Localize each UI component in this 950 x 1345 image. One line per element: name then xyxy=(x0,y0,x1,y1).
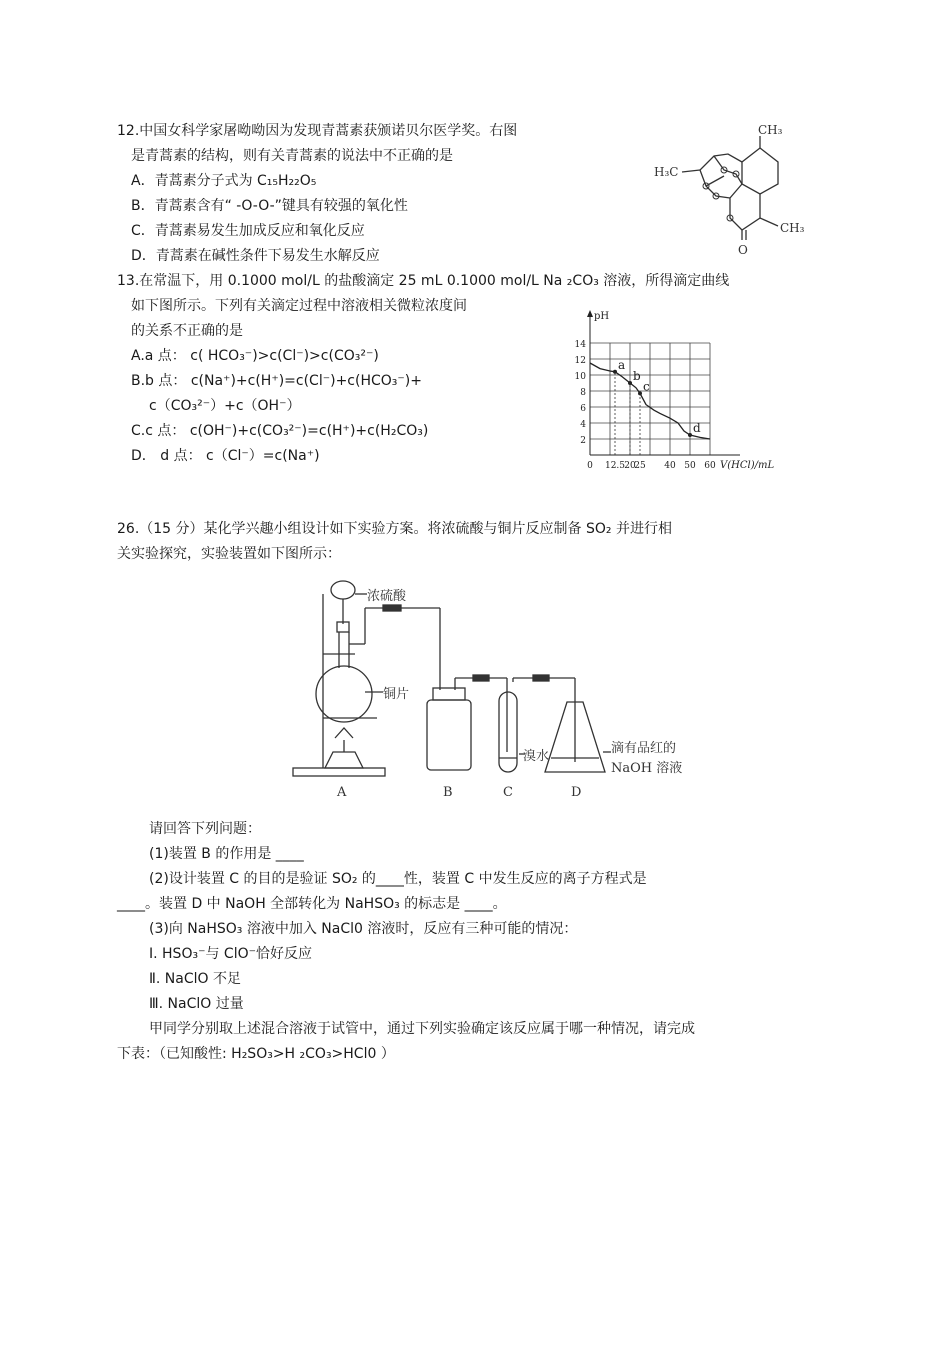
titration-chart xyxy=(560,305,785,495)
x-tick-label: 0 xyxy=(587,461,593,471)
q26-part1: (1)装置 B 的作用是 ____ xyxy=(149,846,304,862)
ch3-right-label: CH₃ xyxy=(780,221,805,235)
q26-stem-line1: 26.（15 分）某化学兴趣小组设计如下实验方案。将浓硫酸与铜片反应制备 SO₂ 并进行相 xyxy=(117,521,672,537)
q26-case-2: Ⅱ. NaClO 不足 xyxy=(149,971,241,987)
q13-option-a: A.a 点： c( HCO₃⁻)>c(Cl⁻)>c(CO₃²⁻) xyxy=(131,348,379,364)
q12-stem-line1: 12.中国女科学家屠呦呦因为发现青蒿素获颁诺贝尔医学奖。右图 xyxy=(117,123,518,139)
y-tick-label: 10 xyxy=(574,372,586,382)
q26-part4-line1: 甲同学分别取上述混合溶液于试管中，通过下列实验确定该反应属于哪一种情况，请完成 xyxy=(149,1021,695,1037)
q12-option-c: C．青蒿素易发生加成反应和氧化反应 xyxy=(131,223,365,239)
point-d xyxy=(688,433,692,437)
q12-stem-line2: 是青蒿素的结构，则有关青蒿素的说法中不正确的是 xyxy=(131,148,453,164)
q13-stem-line1: 13.在常温下，用 0.1000 mol/L 的盐酸滴定 25 mL 0.1000 mol/L Na ₂CO₃ 溶液，所得滴定曲线 xyxy=(117,273,730,289)
label-naoh-line2: NaOH 溶液 xyxy=(611,761,683,776)
carbonyl-o-label: O xyxy=(738,243,748,257)
y-tick-label: 14 xyxy=(574,340,586,350)
q26-ask: 请回答下列问题： xyxy=(149,821,261,837)
q26-part4-line2: 下表：（已知酸性: H₂SO₃>H ₂CO₃>HCl0 ） xyxy=(117,1046,395,1062)
label-acid: 浓硫酸 xyxy=(367,589,407,604)
x-tick-label: 40 xyxy=(664,461,676,471)
point-c xyxy=(638,391,642,395)
label-copper: 铜片 xyxy=(383,687,410,702)
x-axis-label: V(HCl)/mL xyxy=(720,460,775,471)
artemisinin-structure xyxy=(650,118,820,260)
y-axis-arrow xyxy=(587,310,593,317)
label-a: A xyxy=(337,785,347,800)
y-tick-label: 6 xyxy=(580,404,586,414)
y-tick-label: 8 xyxy=(580,388,586,398)
point-b xyxy=(628,381,632,385)
x-tick-label: 50 xyxy=(684,461,696,471)
x-tick-label: 60 xyxy=(704,461,716,471)
point-a xyxy=(613,370,617,374)
q12-option-a: A．青蒿素分子式为 C₁₅H₂₂O₅ xyxy=(131,173,317,189)
q13-option-b-line2: c（CO₃²⁻）+c（OH⁻） xyxy=(149,398,301,414)
q13-option-d: D． d 点： c（Cl⁻）=c(Na⁺) xyxy=(131,448,320,464)
x-tick-label: 20 xyxy=(624,461,636,471)
q13-option-c: C.c 点： c(OH⁻)+c(CO₃²⁻)=c(H⁺)+c(H₂CO₃) xyxy=(131,423,429,439)
q12-option-b: B．青蒿素含有“ -O-O-”键具有较强的氧化性 xyxy=(131,198,408,214)
x-tick-label: 12.5 xyxy=(604,461,626,471)
q13-stem-line3: 的关系不正确的是 xyxy=(131,323,243,339)
q12-option-d: D．青蒿素在碱性条件下易发生水解反应 xyxy=(131,248,380,264)
q26-case-1: I. HSO₃⁻与 ClO⁻恰好反应 xyxy=(149,946,312,962)
y-tick-label: 12 xyxy=(574,356,586,366)
point-label-b: b xyxy=(633,369,641,383)
label-naoh-line1: 滴有品红的 xyxy=(611,741,677,756)
y-axis-label: pH xyxy=(594,311,610,322)
apparatus-figure xyxy=(285,572,695,804)
h3c-left-label: H₃C xyxy=(654,165,679,179)
label-b: B xyxy=(443,785,453,800)
q13-option-b-line1: B.b 点： c(Na⁺)+c(H⁺)=c(Cl⁻)+c(HCO₃⁻)+ xyxy=(131,373,422,389)
point-label-c: c xyxy=(643,379,650,394)
q26-case-3: Ⅲ. NaClO 过量 xyxy=(149,996,244,1012)
q26-part3: (3)向 NaHSO₃ 溶液中加入 NaCl0 溶液时，反应有三种可能的情况： xyxy=(149,921,578,937)
q26-part2-line2: ____。装置 D 中 NaOH 全部转化为 NaHSO₃ 的标志是 ____。 xyxy=(117,896,507,912)
y-tick-label: 2 xyxy=(580,436,586,446)
point-label-d: d xyxy=(693,421,701,435)
x-tick-label: 25 xyxy=(634,461,646,471)
y-tick-label: 4 xyxy=(580,420,586,430)
label-d: D xyxy=(571,785,582,800)
label-bromine-water: 溴水 xyxy=(523,749,550,764)
q13-stem-line2: 如下图所示。下列有关滴定过程中溶液相关微粒浓度间 xyxy=(131,298,467,314)
label-c: C xyxy=(503,785,513,800)
q26-stem-line2: 关实验探究，实验装置如下图所示： xyxy=(117,546,341,562)
ch3-top-label: CH₃ xyxy=(758,123,783,137)
q26-part2-line1: (2)设计装置 C 的目的是验证 SO₂ 的____性，装置 C 中发生反应的离子方程式是 xyxy=(149,871,647,887)
point-label-a: a xyxy=(618,357,626,372)
